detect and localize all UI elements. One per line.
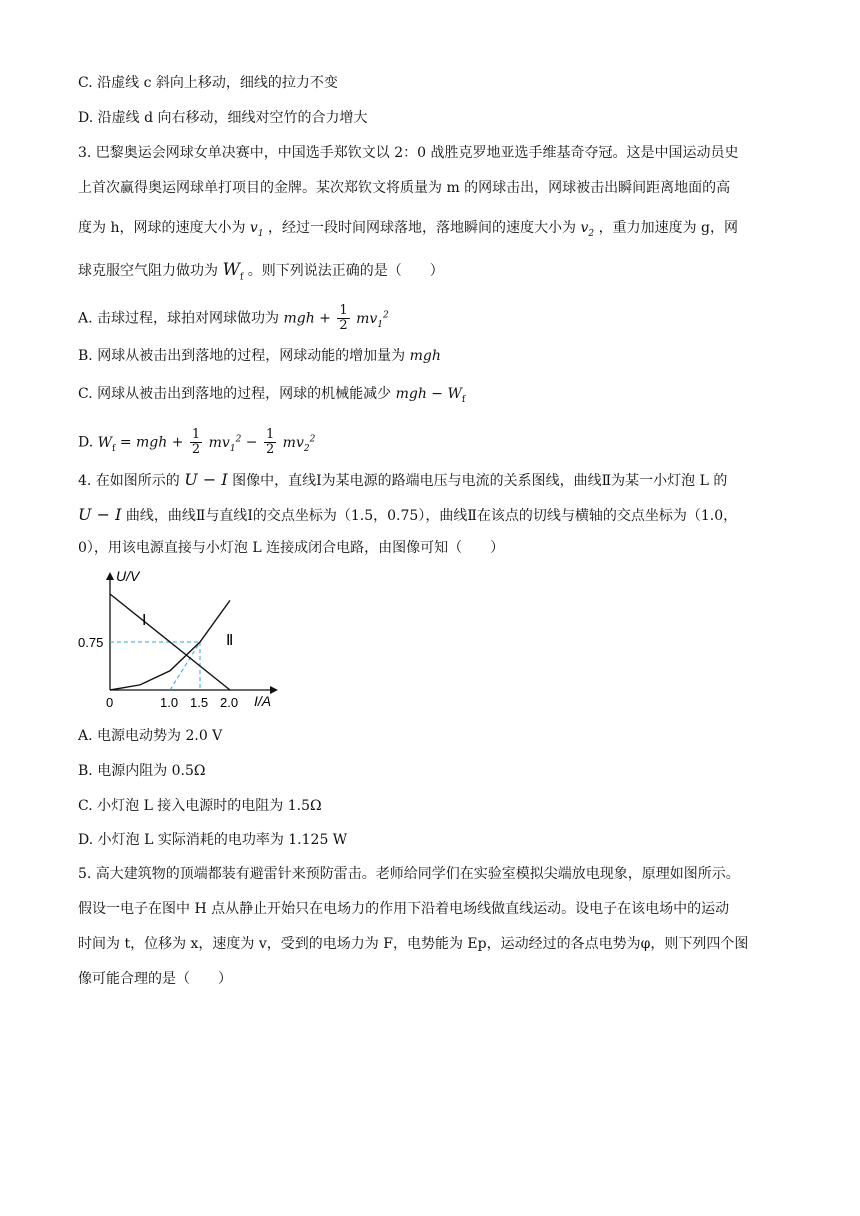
q4-option-a: A. 电源电动势为 2.0 V: [78, 728, 223, 744]
q3-line4-b: 。则下列说法正确的是（ ）: [247, 263, 444, 279]
y-axis-arrow: [106, 572, 114, 580]
q3-option-d-wf: $W_f$: [97, 434, 116, 454]
half-fraction: $\frac{1}{2}$: [339, 303, 348, 333]
series-label-1: Ⅰ: [142, 612, 147, 629]
half-fraction-3: $\frac{1}{2}$: [265, 427, 275, 457]
q4-line1-b: 图像中，直线Ⅰ为某电源的路端电压与电流的关系图线，曲线Ⅱ为某一小灯泡 L 的: [232, 473, 728, 489]
q5-line1: 5. 高大建筑物的顶端都装有避雷针来预防雷击。老师给同学们在实验室模拟尖端放电现象，原理如图所示。: [78, 866, 740, 882]
q3-option-d-label: D.: [78, 434, 94, 451]
q3-line4-a: 球克服空气阻力做功为: [78, 263, 218, 279]
x-tick-label: 0: [106, 695, 114, 710]
q3-option-d-eq: = mgh +: [119, 434, 184, 451]
q5-line3: 时间为 t，位移为 x，速度为 v，受到的电场力为 F，电势能为 Ep，运动经过的各点电势为φ，则下列四个图: [78, 936, 749, 952]
q3-option-a-mv: $mv_1^2$: [356, 309, 389, 330]
q3-option-c: [78, 384, 465, 410]
q4-option-d: D. 小灯泡 L 实际消耗的电功率为 1.125 W: [78, 832, 348, 848]
q4-line2: [78, 505, 737, 526]
q3-option-d-minus: −: [245, 434, 258, 451]
q4-line1: [78, 470, 727, 491]
graph-axes: [106, 572, 278, 694]
q5-line4: 像可能合理的是（ ）: [78, 971, 232, 987]
q3-line3: [78, 218, 738, 244]
q4-line1-a: 4. 在如图所示的: [78, 473, 180, 489]
q3-option-d-mv1: $mv_1^2$: [208, 433, 242, 454]
x-tick-label: 1.0: [160, 695, 179, 710]
q3-line3-c: ，重力加速度为 g，网: [598, 220, 739, 236]
x-axis-arrow: [270, 686, 278, 694]
ui-graph: [70, 565, 290, 715]
y-axis-label: U/V: [116, 568, 140, 584]
q3-option-b-text: B. 网球从被击出到落地的过程，网球动能的增加量为: [78, 348, 406, 364]
item-c: C. 沿虚线 c 斜向上移动，细线的拉力不变: [78, 75, 338, 91]
q4-option-c: C. 小灯泡 L 接入电源时的电阻为 1.5Ω: [78, 798, 322, 814]
x-tick-label: 2.0: [220, 695, 239, 710]
q3-line3-a: 度为 h，网球的速度大小为: [78, 220, 246, 236]
q3-option-b-mgh: mgh: [409, 348, 441, 364]
q3-option-a: [78, 304, 389, 334]
q3-line1: 3. 巴黎奥运会网球女单决赛中，中国选手郑钦文以 2：0 战胜克罗地亚选手维基奇夺冠。这是中国运动员史: [78, 145, 739, 161]
q5-line2: 假设一电子在图中 H 点从静止开始只在电场力的作用下沿着电场线做直线运动。设电子在该电场中的运动: [78, 901, 730, 917]
q4-line3: 0），用该电源直接与小灯泡 L 连接成闭合电路，由图像可知（ ）: [78, 540, 505, 556]
x-tick-label: 1.5: [190, 695, 209, 710]
q3-line3-b: ，经过一段时间网球落地，落地瞬间的速度大小为: [268, 220, 577, 236]
q3-option-b: [78, 346, 441, 366]
series-label-2: Ⅱ: [226, 632, 234, 649]
q3-line2: 上首次赢得奥运网球单打项目的金牌。某次郑钦文将质量为 m 的网球击出，网球被击出瞬间距离地面的高: [78, 180, 731, 196]
half-fraction-2: $\frac{1}{2}$: [191, 427, 201, 457]
q3-option-a-text: A. 击球过程，球拍对网球做功为: [78, 310, 280, 327]
y-tick-label: 0.75: [78, 635, 104, 650]
q3-option-c-text: C. 网球从被击出到落地的过程，网球的机械能减少: [78, 386, 392, 402]
wf-symbol: $W_f$: [222, 260, 244, 283]
v2-symbol: $v_2$: [580, 220, 595, 239]
q4-line2-a: 曲线，曲线Ⅱ与直线Ⅰ的交点坐标为（1.5，0.75），曲线Ⅱ在该点的切线与横轴的交点坐标为（1.0，: [125, 508, 738, 524]
x-axis-label: I/A: [254, 693, 272, 709]
q3-option-c-math: mgh − $W_f$: [395, 386, 466, 405]
v1-symbol: $v_1$: [249, 220, 264, 239]
series-line-2: [110, 600, 230, 690]
q3-line4: [78, 260, 444, 287]
ui-symbol-2: U − I: [78, 505, 122, 524]
q4-option-b: B. 电源内阻为 0.5Ω: [78, 763, 206, 779]
ui-symbol: U − I: [184, 470, 228, 489]
q3-option-a-mgh: mgh +: [283, 310, 331, 327]
q3-option-d: [78, 428, 315, 458]
item-d: D. 沿虚线 d 向右移动，细线对空竹的合力增大: [78, 110, 368, 126]
q3-option-d-mv2: $mv_2^2$: [282, 433, 316, 454]
